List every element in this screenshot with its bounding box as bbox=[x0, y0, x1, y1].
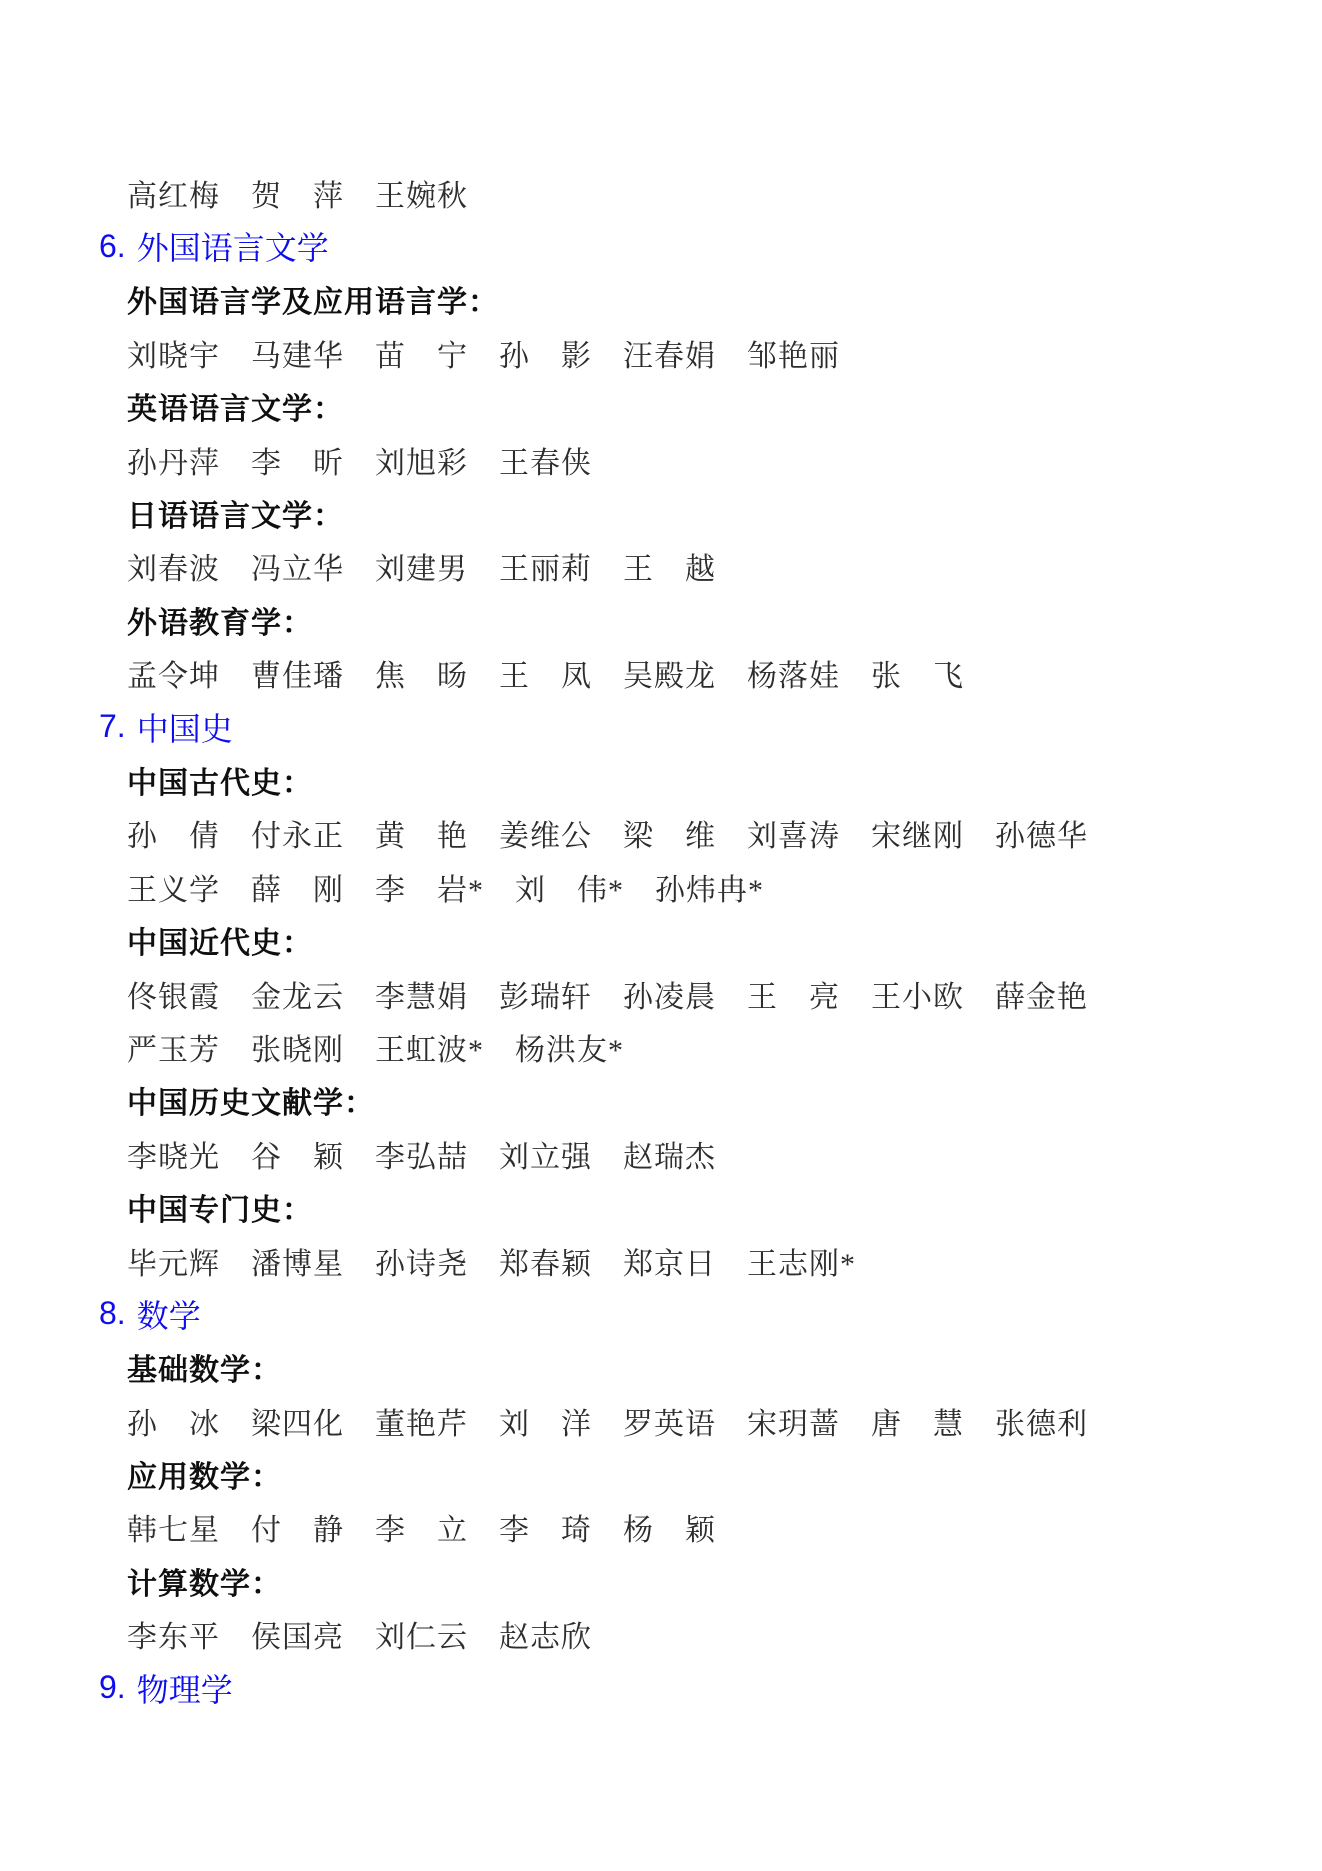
subsection-heading: 外语教育学： bbox=[127, 606, 313, 640]
subsection-heading: 中国近代史： bbox=[127, 927, 313, 961]
names-line: 孙 倩 付永正 黄 艳 姜维公 梁 维 刘喜涛 宋继刚 孙德华 bbox=[127, 820, 1088, 854]
names-line: 李晓光 谷 颖 李弘喆 刘立强 赵瑞杰 bbox=[127, 1140, 716, 1174]
section-title: 外国语言文学 bbox=[136, 230, 329, 267]
subsection-heading: 应用数学： bbox=[127, 1461, 282, 1495]
subsection-heading: 中国专门史： bbox=[127, 1194, 313, 1228]
document-content bbox=[0, 166, 1322, 1714]
names-line: 佟银霞 金龙云 李慧娟 彭瑞轩 孙凌晨 王 亮 王小欧 薛金艳 bbox=[127, 980, 1088, 1014]
names-line: 孙丹萍 李 昕 刘旭彩 王春侠 bbox=[127, 446, 592, 480]
section-number: 7. bbox=[99, 708, 126, 745]
section-title: 物理学 bbox=[136, 1671, 233, 1708]
section-title: 数学 bbox=[136, 1297, 201, 1334]
section-number: 8. bbox=[99, 1295, 126, 1332]
section-heading bbox=[0, 219, 1322, 272]
section-heading bbox=[0, 700, 1322, 753]
subsection-heading: 英语语言文学： bbox=[127, 393, 344, 427]
names-line: 王义学 薛 刚 李 岩* 刘 伟* 孙炜冉* bbox=[127, 873, 764, 907]
subsection-heading: 中国古代史： bbox=[127, 766, 313, 800]
subsection-heading: 外国语言学及应用语言学： bbox=[127, 286, 499, 320]
subsection-heading: 中国历史文献学： bbox=[127, 1087, 375, 1121]
names-line: 刘春波 冯立华 刘建男 王丽莉 王 越 bbox=[127, 553, 716, 587]
names-line: 高红梅 贺 萍 王婉秋 bbox=[127, 179, 468, 213]
names-line: 刘晓宇 马建华 苗 宁 孙 影 汪春娟 邹艳丽 bbox=[127, 339, 840, 373]
section-heading bbox=[0, 1661, 1322, 1714]
section-number: 9. bbox=[99, 1669, 126, 1706]
names-line: 毕元辉 潘博星 孙诗尧 郑春颖 郑京日 王志刚* bbox=[127, 1247, 856, 1281]
subsection-heading: 日语语言文学： bbox=[127, 500, 344, 534]
names-line: 严玉芳 张晓刚 王虹波* 杨洪友* bbox=[127, 1033, 624, 1067]
names-line: 孙 冰 梁四化 董艳芹 刘 洋 罗英语 宋玥蔷 唐 慧 张德利 bbox=[127, 1407, 1088, 1441]
section-number: 6. bbox=[99, 227, 126, 264]
names-line: 孟令坤 曹佳璠 焦 旸 王 凤 吴殿龙 杨落娃 张 飞 bbox=[127, 660, 964, 694]
section-heading bbox=[0, 1287, 1322, 1340]
names-line: 韩七星 付 静 李 立 李 琦 杨 颖 bbox=[127, 1514, 716, 1548]
section-title: 中国史 bbox=[136, 710, 233, 747]
subsection-heading: 基础数学： bbox=[127, 1354, 282, 1388]
subsection-heading: 计算数学： bbox=[127, 1567, 282, 1601]
names-line: 李东平 侯国亮 刘仁云 赵志欣 bbox=[127, 1621, 592, 1655]
